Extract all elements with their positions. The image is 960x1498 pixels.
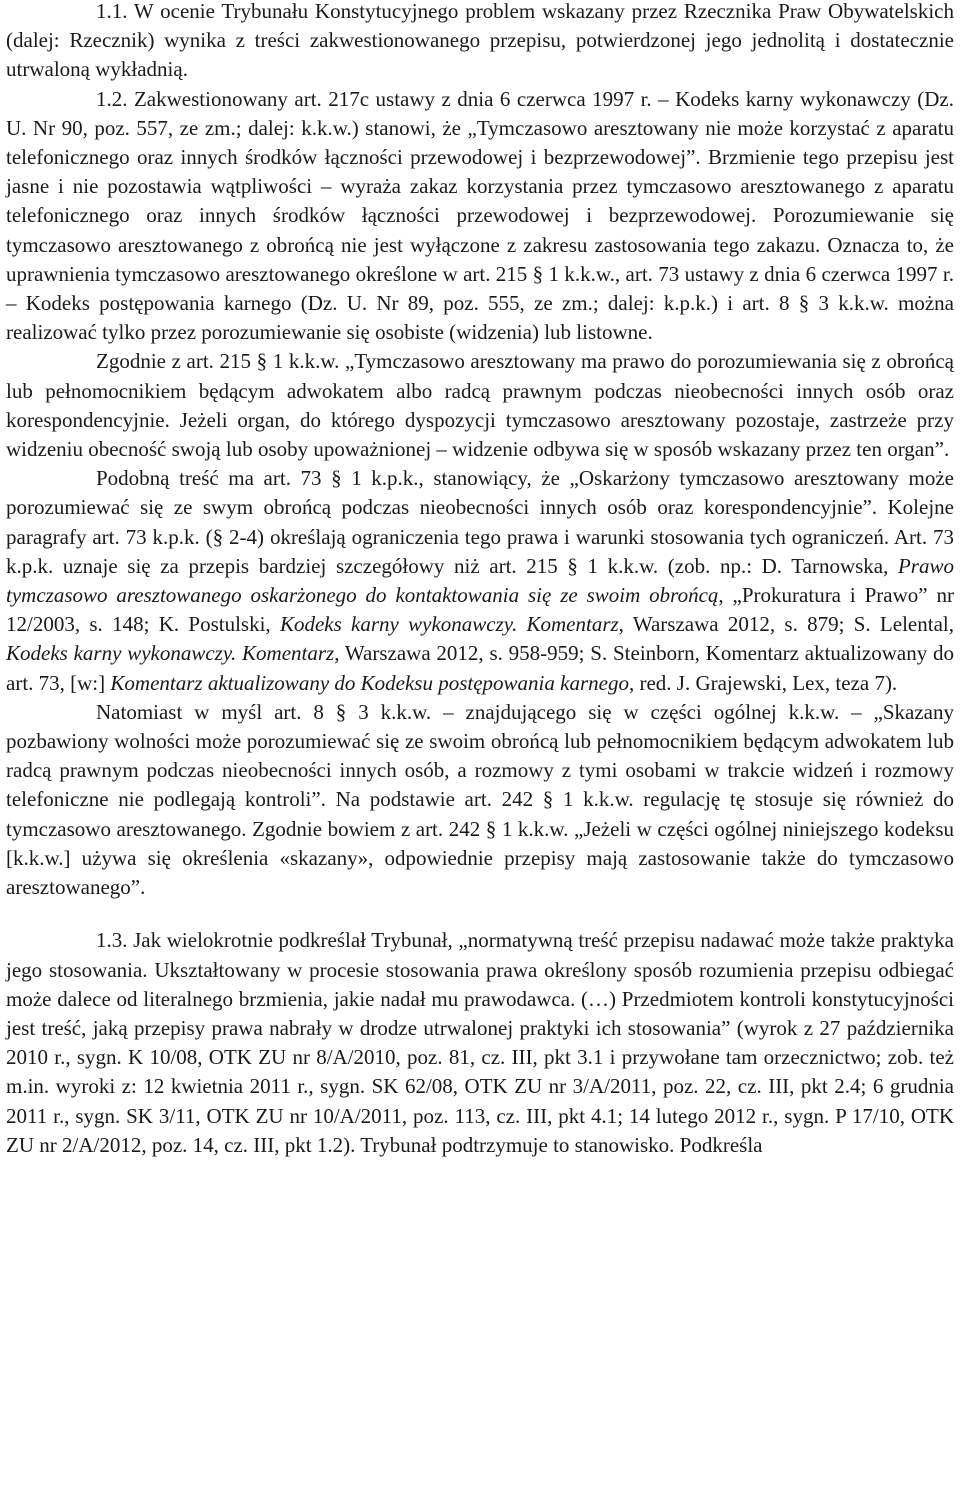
paragraph-1-3 [6,926,954,1160]
citation-title: Kodeks karny wykonawczy. Komentarz [6,641,335,666]
paragraph-gap [6,902,954,926]
text-run: 1.3. Jak wielokrotnie podkreślał Trybunał, „normatywną treść przepisu nadawać może także praktyka jego stosowania. Ukształtowany w procesie stosowania prawa określony sposób rozumienia przepisu odbiegać może dalece od literalnego brzmienia, jakie nadał mu prawodawca. (…) Przedmiotem kontroli konstytucyjności jest treść, jaką przepisy prawa nabrały w drodze utrwalonej praktyki ich stosowania” (wyrok z 27 października 2010 r., sygn. K 10/08, OTK ZU nr 8/A/2010, poz. 81, cz. III, pkt 3.1 i przywołane tam orzecznictwo; zob. też m.in. wyroki z: 12 kwietnia 2011 r., sygn. SK 62/08, OTK ZU nr 3/A/2011, poz. 22, cz. III, pkt 2.4; 6 grudnia 2011 r., sygn. SK 3/11, OTK ZU nr 10/A/2011, poz. 113, cz. III, pkt 4.1; 14 lutego 2012 r., sygn. P 17/10, OTK ZU nr 2/A/2012, poz. 14, cz. III, pkt 1.2). Trybunał podtrzymuje to stanowisko. Podkreśla [6,928,954,1157]
paragraph-art-8 [6,698,954,902]
citation-title: Prawo tymczasowo aresztowanego oskarżonego do kontaktowania się ze swoim obrońcą [6,553,954,608]
text-run: Zgodnie z art. 215 § 1 k.k.w. „Tymczasowo aresztowany ma prawo do porozumiewania się z obrońcą lub pełnomocnikiem będącym adwokatem albo radcą prawnym podczas nieobecności innych osób oraz korespondencyjnie. Jeżeli organ, do którego dyspozycji tymczasowo aresztowany pozostaje, zastrzeże przy widzeniu obecność swoją lub osoby upoważnionej – widzenie odbywa się w sposób wskazany przez ten organ”. [6,349,954,462]
paragraph-art-215 [6,347,954,464]
text-run: , „Prokuratura i Prawo” nr 12/2003, s. 148; K. Postulski, [6,583,954,637]
text-run: 1.1. W ocenie Trybunału Konstytucyjnego problem wskazany przez Rzecznika Praw Obywatelskich (dalej: Rzecznik) wynika z treści zakwestionowanego przepisu, potwierdzonej jego jednolitą i dostatecznie utrwaloną wykładnią. [6,0,954,82]
text-run: Natomiast w myśl art. 8 § 3 k.k.w. – znajdującego się w części ogólnej k.k.w. – „Skazany pozbawiony wolności może porozumiewać się ze swoim obrońcą lub pełnomocnikiem będącym adwokatem lub radcą prawnym podczas nieobecności innych osób, a rozmowy z tymi osobami w trakcie widzeń i rozmowy telefoniczne nie podlegają kontroli”. Na podstawie art. 242 § 1 k.k.w. regulację tę stosuje się również do tymczasowo aresztowanego. Zgodnie bowiem z art. 242 § 1 k.k.w. „Jeżeli w części ogólnej niniejszego kodeksu [k.k.w.] używa się określenia «skazany», odpowiednie przepisy mają zastosowanie także do tymczasowo aresztowanego”. [6,699,954,900]
paragraph-1-2 [6,85,954,348]
paragraph-art-73 [6,464,954,698]
text-run: 1.2. Zakwestionowany art. 217c ustawy z dnia 6 czerwca 1997 r. – Kodeks karny wykonawczy (Dz. U. Nr 90, poz. 557, ze zm.; dalej: k.k.w.) stanowi, że „Tymczasowo aresztowany nie może korzystać z aparatu telefonicznego oraz innych środków łączności przewodowej i bezprzewodowej”. Brzmienie tego przepisu jest jasne i nie pozostawia wątpliwości – wyraża zakaz korzystania przez tymczasowo aresztowanego z aparatu telefonicznego oraz innych środków łączności przewodowej i bezprzewodowej. Porozumiewanie się tymczasowo aresztowanego z obrońcą nie jest wyłączone z zakresu zastosowania tego zakazu. Oznacza to, że uprawnienia tymczasowo aresztowanego określone w art. 215 § 1 k.k.w., art. 73 ustawy z dnia 6 czerwca 1997 r. – Kodeks postępowania karnego (Dz. U. Nr 89, poz. 555, ze zm.; dalej: k.p.k.) i art. 8 § 3 k.k.w. można realizować tylko przez porozumiewanie się osobiste (widzenia) lub listowne. [6,86,954,345]
text-run: Podobną treść ma art. 73 § 1 k.p.k., stanowiący, że „Oskarżony tymczasowo aresztowany może porozumiewać się ze swym obrońcą podczas nieobecności innych osób oraz korespondencyjnie”. Kolejne paragrafy art. 73 k.p.k. (§ 2-4) określają ograniczenia tego prawa i warunki stosowania tych ograniczeń. Art. 73 k.p.k. uznaje się za przepis bardziej szczegółowy niż art. 215 § 1 k.k.w. (zob. np.: D. Tarnowska, [6,466,954,578]
text-run: , red. J. Grajewski, Lex, teza 7). [628,670,898,695]
text-run: , Warszawa 2012, s. 958-959; S. Steinborn, Komentarz aktualizowany do art. 73, [w:] [6,641,954,695]
paragraph-1-1 [6,0,954,85]
text-run: , Warszawa 2012, s. 879; S. Lelental, [618,612,954,637]
citation-title: Kodeks karny wykonawczy. Komentarz [279,612,619,637]
citation-title: Komentarz aktualizowany do Kodeksu postępowania karnego [110,670,629,695]
